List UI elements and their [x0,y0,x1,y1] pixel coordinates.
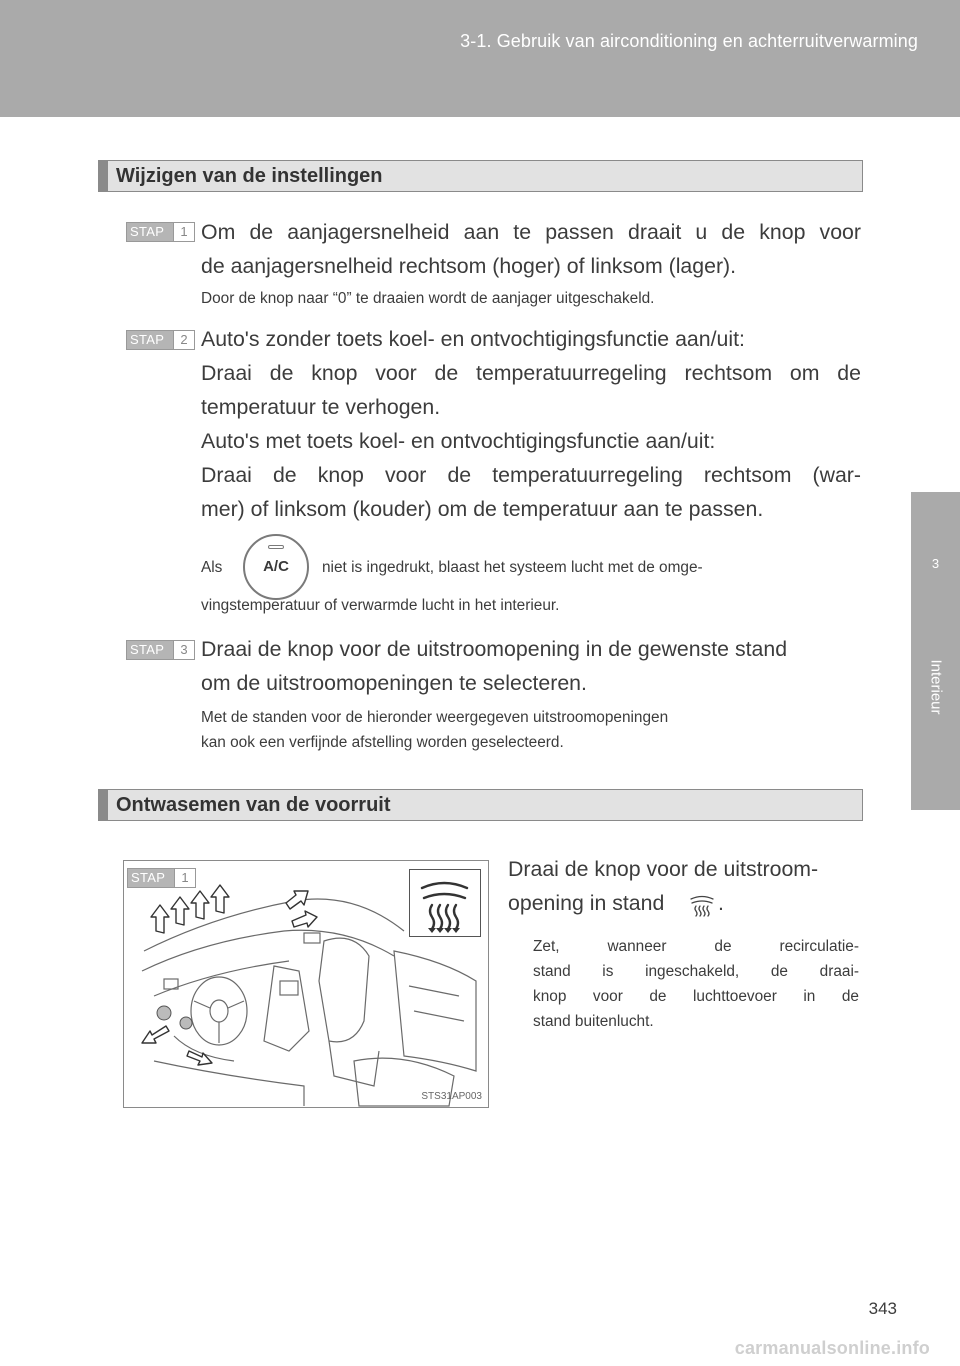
step2-line-5: Draai de knop voor de temperatuurregeling rechtsom (war- [201,463,861,487]
step-badge-label: STAP [130,642,165,657]
defrost-mode-box [409,869,481,937]
step-badge-2 [126,330,195,350]
windshield-defrost-icon [410,870,479,935]
page-header [0,0,960,117]
step2-line-6: mer) of linksom (kouder) om de temperatuur aan te passen. [201,497,764,521]
step3-line-2: om de uitstroomopeningen te selecteren. [201,671,587,695]
defog-text-line-1: Draai de knop voor de uitstroom- [508,857,819,881]
inline-period: . [718,891,724,915]
step2-note-line-2: vingstemperatuur of verwarmde lucht in het interieur. [201,597,560,614]
section-heading-defog [98,789,863,821]
watermark: carmanualsonline.info [734,1338,930,1358]
defog-note-line-1: Zet, wanneer de recirculatie- [533,938,859,955]
step1-note: Door de knop naar “0” te draaien wordt de aanjager uitgeschakeld. [201,290,655,307]
step3-note-line-2: kan ook een verfijnde afstelling worden geselecteerd. [201,734,564,751]
step-badge-3 [126,640,195,660]
step2-line-1: Auto's zonder toets koel- en ontvochtigingsfunctie aan/uit: [201,327,745,351]
section-heading-settings [98,160,863,192]
step1-line-1: Om de aanjagersnelheid aan te passen draait u de knop voor [201,220,861,244]
inline-defrost-icon [688,893,716,917]
chapter-label: Interieur [927,659,945,715]
chapter-title: 3-1. Gebruik van airconditioning en achterruitverwarming [460,31,918,51]
step-badge-number: 3 [173,641,194,659]
step-badge-label: STAP [130,332,165,347]
figure-code: STS31AP003 [421,1091,482,1102]
page-number: 343 [868,1299,897,1318]
step-badge-number: 1 [173,223,194,241]
defog-note-line-2: stand is ingeschakeld, de draai- [533,963,859,980]
step-badge-label: STAP [130,224,165,239]
step2-note-suffix: niet is ingedrukt, blaast het systeem lucht met de omge- [322,559,703,576]
chapter-number: 3 [931,556,940,571]
step-badge-number: 1 [174,869,195,887]
step2-line-4: Auto's met toets koel- en ontvochtigingsfunctie aan/uit: [201,429,716,453]
step2-note-prefix: Als [201,559,223,576]
step-badge-label: STAP [131,870,166,885]
step3-line-1: Draai de knop voor de uitstroomopening in de gewenste stand [201,637,788,661]
ac-indicator-lamp [268,545,284,549]
car-interior-illustration [123,860,489,1108]
section-title: Wijzigen van de instellingen [116,165,383,187]
ac-button-icon [243,534,309,600]
ac-button-label: A/C [263,558,289,575]
step-badge-number: 2 [173,331,194,349]
step2-line-2: Draai de knop voor de temperatuurregeling rechtsom om de [201,361,861,385]
defog-note-line-3: knop voor de luchttoevoer in de [533,988,859,1005]
chapter-side-tab [911,492,960,810]
step2-line-3: temperatuur te verhogen. [201,395,441,419]
defog-text-line-2: opening in stand [508,891,665,915]
step3-note-line-1: Met de standen voor de hieronder weergegeven uitstroomopeningen [201,709,669,726]
step-badge-1 [126,222,195,242]
step1-line-2: de aanjagersnelheid rechtsom (hoger) of linksom (lager). [201,254,737,278]
defog-note-line-4: stand buitenlucht. [533,1013,654,1030]
section-title: Ontwasemen van de voorruit [116,794,391,816]
